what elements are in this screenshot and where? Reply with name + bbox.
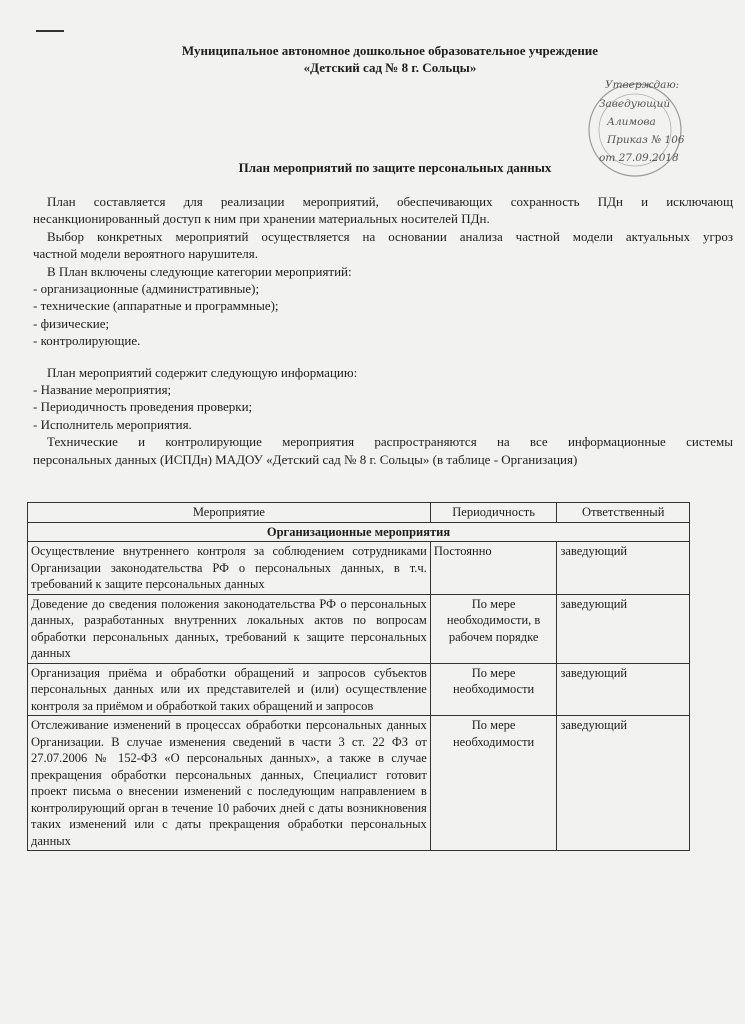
measures-table <box>27 502 690 851</box>
org-name-line: Муниципальное автономное дошкольное образовательное учреждение <box>181 43 599 58</box>
stamp-line: Утверждаю: <box>605 79 680 91</box>
list-item: - Периодичность проведения проверки; <box>33 399 253 415</box>
column-header-periodicity: Периодичность <box>430 503 557 523</box>
section-row <box>28 522 690 542</box>
stamp-line: Приказ № 106 <box>607 134 685 146</box>
paragraph-line: несанкционированный доступ к ним при хранении материальных носителей ПДн. <box>33 211 490 227</box>
list-item: - физические; <box>33 315 110 331</box>
paragraph-line: План мероприятий содержит следующую информацию: <box>47 364 358 380</box>
paragraph-line: частной модели вероятного нарушителя. <box>33 246 259 262</box>
org-header <box>110 42 670 76</box>
paragraph-line: В План включены следующие категории мероприятий: <box>47 263 352 279</box>
stamp-line: Алимова <box>607 116 656 128</box>
section-title: Организационные мероприятия <box>28 522 690 542</box>
paragraph-line: План составляется для реализации мероприятий, обеспечивающих сохранность ПДн и исключающ <box>47 194 733 209</box>
table-row <box>28 716 690 851</box>
body-text <box>33 193 733 468</box>
paragraph-line: Технические и контролирующие мероприятия распространяются на все информационные системы <box>47 434 733 450</box>
responsible-cell: заведующий <box>557 716 690 851</box>
table-row <box>28 542 690 595</box>
list-item: - технические (аппаратные и программные); <box>33 298 279 314</box>
table-row <box>28 594 690 663</box>
list-item: - Название мероприятия; <box>33 382 172 398</box>
list-item: - контролирующие. <box>33 333 141 349</box>
activity-cell: Отслеживание изменений в процессах обработки персональных данных Организации. В случае изменения сведений в части 3 ст. 22 ФЗ от 27.07.2006 № 152-ФЗ «О персональных данных», а также в случае прекращения обработки персональных данных, Специалист готовит проект письма о внесении изменений с последующим направлением в контролирующий орган в течение 10 рабочих дней с даты возникновения таких изменений или с даты прекращения обработки персональных данных <box>28 716 431 851</box>
activity-cell: Осуществление внутреннего контроля за соблюдением сотрудниками Организации законодательства РФ о персональных данных, в т.ч. требований к защите персональных данных <box>28 542 431 595</box>
periodicity-cell: По мере необходимости <box>430 716 557 851</box>
activity-cell: Организация приёма и обработки обращений и запросов субъектов персональных данных или их представителей и (или) осуществление контроля за приёмом и обработкой таких обращений и запросов <box>28 663 431 716</box>
responsible-cell: заведующий <box>557 594 690 663</box>
responsible-cell: заведующий <box>557 663 690 716</box>
table-header-row <box>28 503 690 523</box>
responsible-cell: заведующий <box>557 542 690 595</box>
periodicity-cell: По мере необходимости <box>430 663 557 716</box>
paragraph-line: Выбор конкретных мероприятий осуществляется на основании анализа частной модели актуальных угроз <box>47 228 733 244</box>
periodicity-cell: По мере необходимости, в рабочем порядке <box>430 594 557 663</box>
stamp-line: Заведующий <box>599 98 671 110</box>
activity-cell: Доведение до сведения положения законодательства РФ о персональных данных, разработанных внутренних локальных актов по вопросам обработки персональных данных, требований к защите персональных данных <box>28 594 431 663</box>
table-row <box>28 663 690 716</box>
list-item: - Исполнитель мероприятия. <box>33 416 192 432</box>
org-name-quoted: «Детский сад № 8 г. Сольцы» <box>303 60 477 75</box>
paragraph-line: персональных данных (ИСПДн) МАДОУ «Детский сад № 8 г. Сольцы» (в таблице - Организация) <box>33 451 578 467</box>
scan-mark <box>36 30 64 32</box>
column-header-responsible: Ответственный <box>557 503 690 523</box>
stamp-line: от 27.09.2018 <box>599 152 679 164</box>
periodicity-cell: Постоянно <box>430 542 557 595</box>
page-title: План мероприятий по защите персональных данных <box>238 160 552 175</box>
list-item: - организационные (административные); <box>33 281 260 297</box>
column-header-activity: Мероприятие <box>28 503 431 523</box>
